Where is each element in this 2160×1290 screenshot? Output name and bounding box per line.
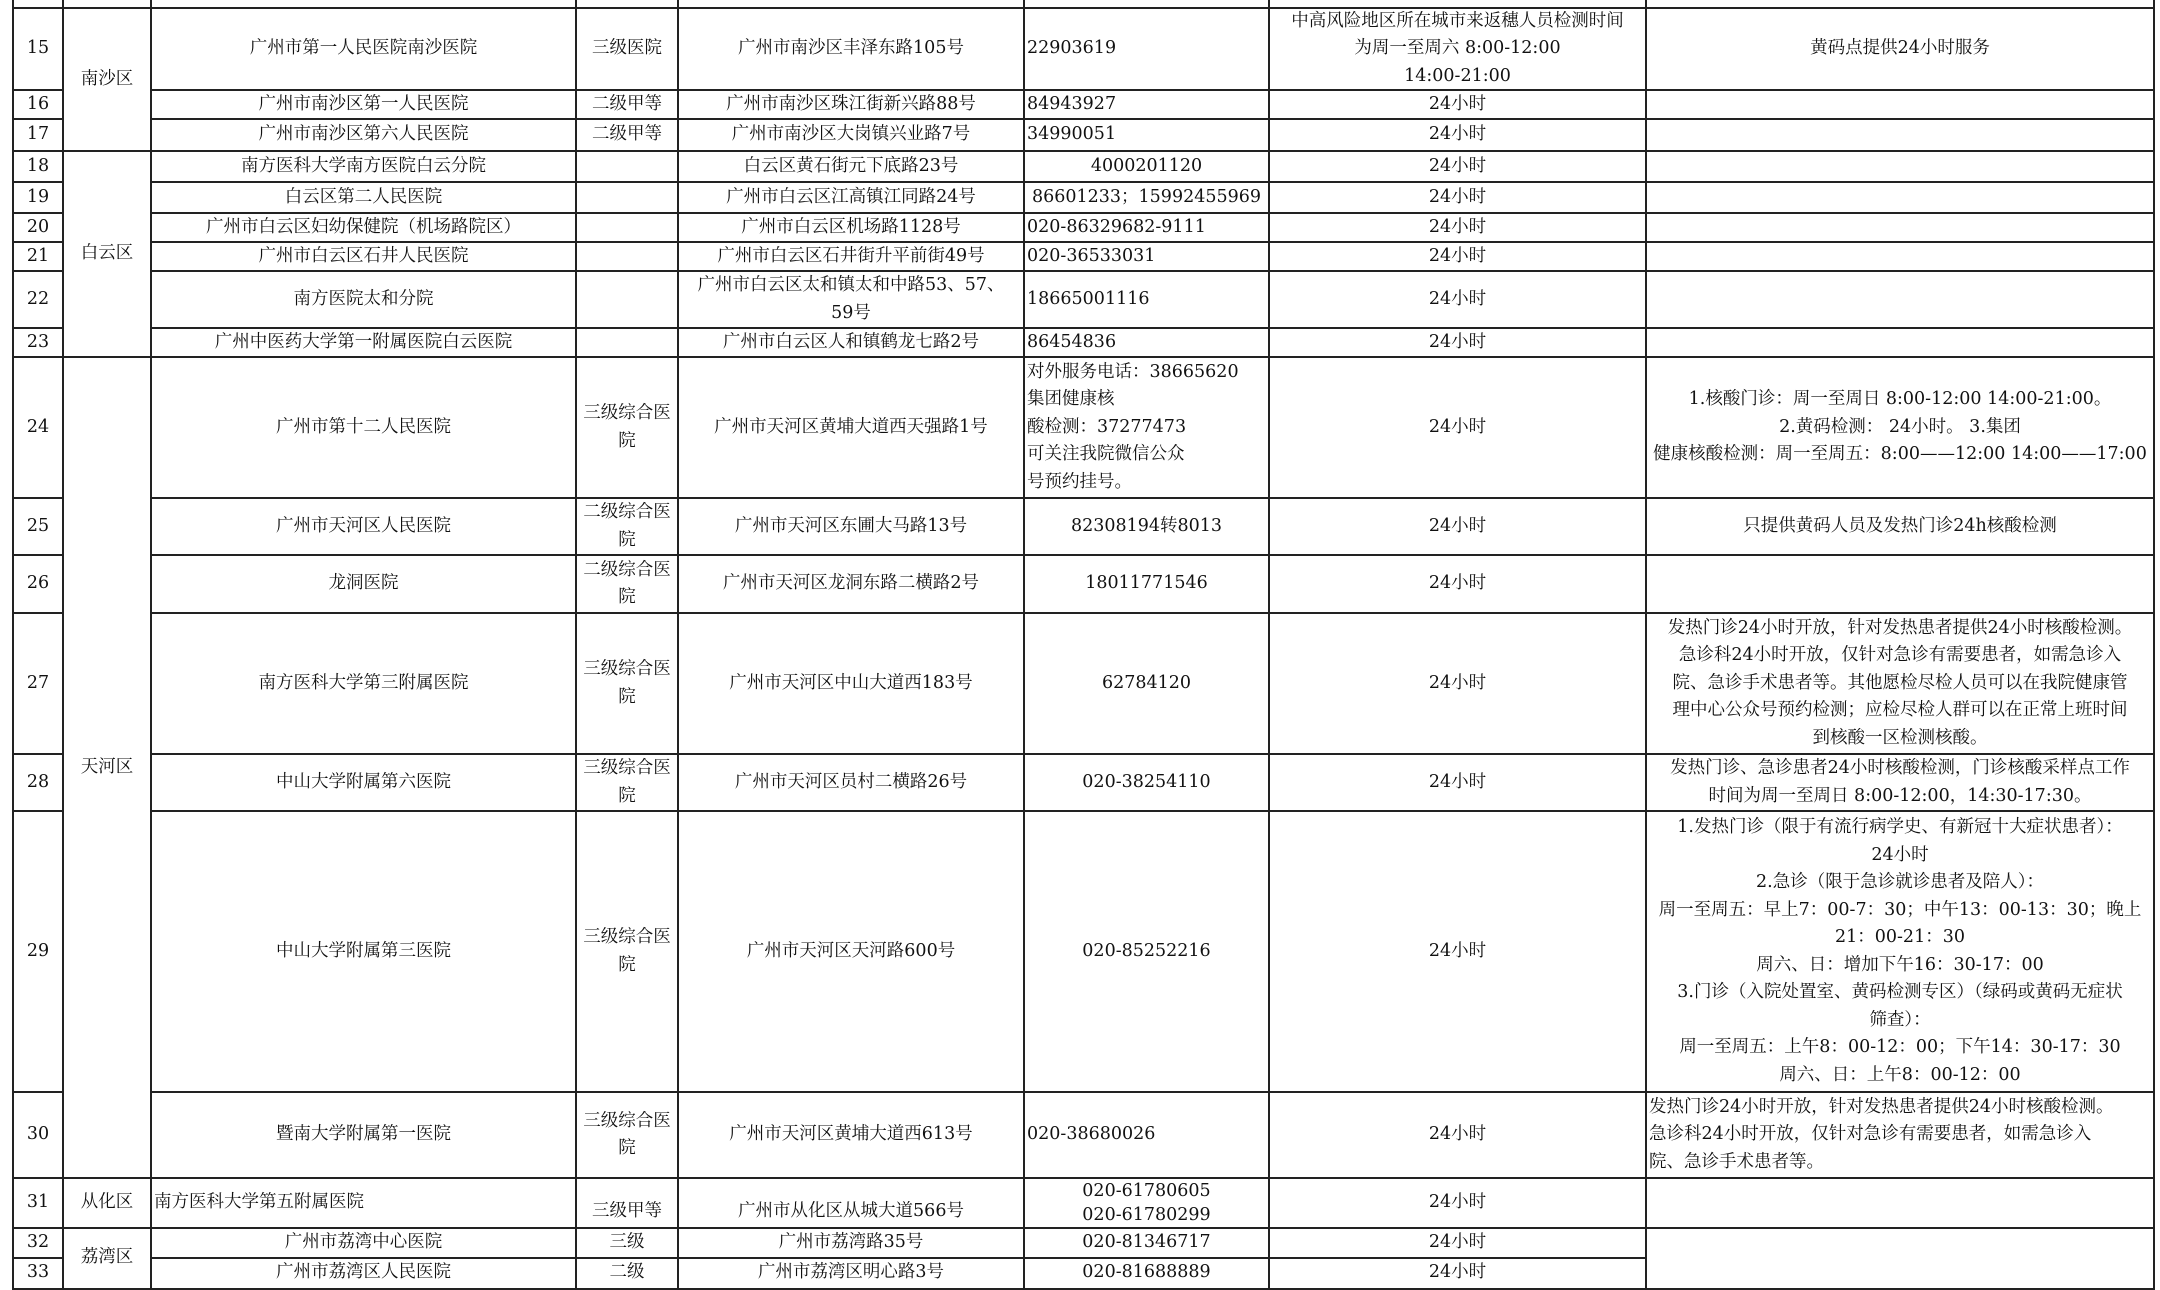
hospital-address: 广州市从化区从城大道566号 [738,1201,964,1222]
grid-line [12,810,64,812]
hospital-name: 广州市白云区妇幼保健院（机场路院区） [206,216,521,237]
hospital-address: 广州市天河区黄埔大道西天强路1号 [714,416,988,437]
grid-line [150,327,2155,329]
grid-line [1645,0,1647,1290]
notes-cell: 黄码点提供24小时服务 [1810,38,1990,59]
grid-line [150,810,2155,812]
row-number: 31 [26,1192,50,1213]
grid-line [12,150,2155,152]
grid-line [12,270,64,272]
grid-line [12,1257,64,1259]
testing-hours: 24小时 [1428,1262,1487,1283]
notes-cell [1646,1258,2154,1288]
row-number: 18 [26,155,50,176]
notes-cell [1646,555,2154,613]
hospital-level [576,213,678,242]
hospital-phone: 84943927 [1027,93,1117,114]
hospital-level: 三级综合医 院 [583,758,671,806]
notes-cell [1646,328,2154,357]
hospital-name: 南方医院太和分院 [293,288,434,309]
grid-line [150,241,2155,243]
testing-hours: 24小时 [1428,940,1487,961]
hospital-name: 广州市南沙区第六人民医院 [258,124,469,145]
hospital-phone: 020-61780605 020-61780299 [1082,1181,1211,1225]
grid-line [12,1177,2155,1179]
hospital-level: 三级综合医 院 [583,1110,671,1158]
notes-cell [1646,119,2154,151]
hospital-address: 广州市荔湾路35号 [778,1232,924,1253]
grid-line [150,89,2155,91]
hospital-address: 白云区黄石街元下底路23号 [743,155,959,176]
row-number: 27 [26,672,50,693]
row-number: 20 [26,216,50,237]
row-number: 33 [26,1262,50,1283]
hospital-level: 三级综合医 院 [583,659,671,707]
grid-line [12,1227,2155,1229]
grid-line [150,753,2155,755]
hospital-address: 广州市南沙区丰泽东路105号 [738,38,964,59]
hospital-phone: 020-81346717 [1082,1232,1211,1253]
grid-line [1268,0,1270,1290]
hospital-level: 二级 [609,1262,645,1283]
hospital-address: 广州市白云区太和镇太和中路53、57、 59号 [697,275,1005,323]
grid-line [12,118,64,120]
row-number: 22 [26,288,50,309]
hospital-phone: 020-85252216 [1082,940,1211,961]
notes-cell [1646,1228,2154,1258]
row-number: 21 [26,245,50,266]
hospital-phone: 86454836 [1027,331,1117,352]
hospital-address: 广州市天河区天河路600号 [746,940,956,961]
grid-line [2153,0,2155,1290]
grid-line [677,0,679,1290]
testing-hours: 24小时 [1428,216,1487,237]
notes-cell: 发热门诊24小时开放，针对发热患者提供24小时核酸检测。 急诊科24小时开放，仅针对急诊有需要患者，如需急诊入 院、急诊手术患者等。其他愿检尽检人员可以在我院健康管 理中心公众号预约检测；应检尽检人群可以在正常上班时间 到核酸一区检测核酸。 [1667,617,2133,748]
hospital-level [576,242,678,271]
testing-hours: 24小时 [1428,331,1487,352]
hospital-name: 龙洞医院 [328,573,399,594]
hospital-name: 广州市荔湾中心医院 [284,1232,443,1253]
grid-line [150,612,2155,614]
hospital-phone: 18011771546 [1085,573,1208,594]
notes-cell [1646,90,2154,119]
notes-cell [1646,151,2154,182]
row-number: 16 [26,93,50,114]
testing-hours: 24小时 [1428,186,1487,207]
hospital-level: 二级综合医 院 [583,502,671,550]
hospital-name: 白云区第二人民医院 [284,186,443,207]
hospital-name: 广州市天河区人民医院 [276,515,451,536]
district-cell: 南沙区 [80,68,134,89]
testing-hours: 24小时 [1428,245,1487,266]
grid-line [1023,0,1025,1290]
grid-line [150,118,2155,120]
hospital-name: 中山大学附属第六医院 [276,771,451,792]
hospital-name: 广州市白云区石井人民医院 [258,245,469,266]
row-number: 23 [26,331,50,352]
row-number: 24 [26,416,50,437]
hospital-name: 广州中医药大学第一附属医院白云医院 [214,331,513,352]
hospital-address: 广州市天河区员村二横路26号 [734,771,968,792]
hospital-address: 广州市白云区江高镇江同路24号 [726,186,976,207]
grid-line [150,1257,1647,1259]
hospital-level: 三级 [609,1232,645,1253]
district-cell: 从化区 [80,1192,134,1213]
hospital-address: 广州市白云区人和镇鹤龙七路2号 [722,331,980,352]
grid-line [62,0,64,1290]
hospital-level: 二级综合医 院 [583,559,671,607]
district-cell: 白云区 [80,243,134,264]
notes-cell [1646,182,2154,213]
hospital-name: 广州市南沙区第一人民医院 [258,93,469,114]
row-number: 32 [26,1232,50,1253]
grid-line [12,1091,64,1093]
hospital-level: 三级综合医 院 [583,403,671,451]
hospital-phone: 020-38680026 [1027,1124,1156,1145]
notes-cell [1646,1178,2154,1228]
hospital-address: 广州市白云区机场路1128号 [741,216,961,237]
grid-line [12,0,14,1290]
grid-line [12,356,2155,358]
row-number: 28 [26,771,50,792]
hospital-name: 南方医科大学第三附属医院 [258,672,469,693]
row-number: 25 [26,515,50,536]
hospital-phone: 020-81688889 [1082,1262,1211,1283]
hospital-name: 广州市第一人民医院南沙医院 [249,38,478,59]
district-cell: 荔湾区 [80,1247,134,1268]
notes-cell [1646,242,2154,271]
row-number: 26 [26,573,50,594]
grid-line [150,0,152,1290]
row-number: 17 [26,124,50,145]
hospital-level: 三级甲等 [592,1201,662,1222]
hospital-level: 二级甲等 [592,93,662,114]
notes-cell: 发热门诊、急诊患者24小时核酸检测，门诊核酸采样点工作 时间为周一至周日 8:00-12:00，14:30-17:30。 [1670,758,2130,806]
hospital-name: 南方医科大学南方医院白云分院 [241,155,486,176]
grid-line [150,497,2155,499]
testing-hours: 中高风险地区所在城市来返穗人员检测时间 为周一至周六 8:00-12:00 14:00-21:00 [1291,10,1624,86]
grid-line [150,212,2155,214]
hospital-address: 广州市白云区石井街升平前街49号 [717,245,985,266]
hospital-name: 中山大学附属第三医院 [276,940,451,961]
testing-hours: 24小时 [1428,1232,1487,1253]
hospital-phone: 18665001116 [1027,288,1150,309]
district-cell: 天河区 [80,756,134,777]
hospital-name: 广州市荔湾区人民医院 [276,1262,451,1283]
grid-line [12,89,64,91]
notes-cell [1646,271,2154,328]
hospital-level [576,182,678,213]
hospital-phone: 4000201120 [1090,155,1203,176]
hospital-phone: 对外服务电话：38665620 集团健康核 酸检测：37277473 可关注我院微信公众 号预约挂号。 [1027,361,1239,492]
hospital-address: 广州市天河区东圃大马路13号 [734,515,968,536]
row-number: 15 [26,38,50,59]
grid-line [150,554,2155,556]
testing-hours: 24小时 [1428,573,1487,594]
hospital-phone: 020-38254110 [1082,771,1211,792]
hospital-phone: 020-86329682-9111 [1027,216,1206,237]
hospital-phone: 34990051 [1027,124,1117,145]
hospital-address: 广州市荔湾区明心路3号 [757,1262,945,1283]
notes-cell: 只提供黄码人员及发热门诊24h核酸检测 [1743,515,2057,536]
hospital-address: 广州市天河区龙洞东路二横路2号 [722,573,980,594]
testing-hours: 24小时 [1428,155,1487,176]
grid-line [12,181,64,183]
hospital-phone: 82308194转8013 [1070,515,1223,536]
row-number: 30 [26,1124,50,1145]
grid-line [575,0,577,1290]
testing-hours: 24小时 [1428,1124,1487,1145]
testing-hours: 24小时 [1428,1192,1487,1213]
hospital-name: 暨南大学附属第一医院 [276,1124,451,1145]
grid-line [12,612,64,614]
grid-line [150,270,2155,272]
notes-cell: 1.发热门诊（限于有流行病学史、有新冠十大症状患者）： 24小时 2.急诊（限于急诊就诊患者及陪人）： 周一至周五：早上7：00-7：30；中午13：00-13：30；晚上 21：00-21：30 周六、日：增加下午16：30-17：00 3.门诊（入院处置室、黄码检测专区）（绿码或黄码无症状 筛查）： 周一至周五：上午8：00-12：00；下午14：30-17：30 周六、日：上午8：00-12：00 [1658,817,2142,1085]
hospital-phone: 020-36533031 [1027,245,1156,266]
hospital-address: 广州市天河区黄埔大道西613号 [729,1124,973,1145]
hospital-level: 三级医院 [592,38,662,59]
hospital-level: 二级甲等 [592,124,662,145]
grid-line [12,497,64,499]
hospital-phone: 86601233；15992455969 [1031,186,1262,207]
notes-cell: 1.核酸门诊：周一至周日 8:00-12:00 14:00-21:00。 2.黄码检测： 24小时。 3.集团 健康核酸检测：周一至周五：8:00——12:00 14:00——17:00 [1653,389,2147,465]
hospital-name: 南方医科大学第五附属医院 [154,1192,364,1213]
row-number: 19 [26,186,50,207]
hospital-phone: 62784120 [1101,672,1192,693]
hospital-level: 三级综合医 院 [583,927,671,975]
testing-hours: 24小时 [1428,288,1487,309]
grid-line [12,212,64,214]
hospital-name: 广州市第十二人民医院 [276,416,451,437]
notes-cell: 发热门诊24小时开放，针对发热患者提供24小时核酸检测。 急诊科24小时开放，仅针对急诊有需要患者，如需急诊入 院、急诊手术患者等。 [1649,1096,2114,1172]
grid-line [12,327,64,329]
grid-line [12,753,64,755]
grid-line [150,1091,2155,1093]
testing-hours: 24小时 [1428,93,1487,114]
testing-hours: 24小时 [1428,416,1487,437]
grid-line [150,181,2155,183]
grid-line [12,241,64,243]
hospital-address: 广州市南沙区大岗镇兴业路7号 [731,124,971,145]
grid-line [12,7,2155,9]
hospital-level [576,271,678,328]
hospital-level [576,328,678,357]
testing-hours: 24小时 [1428,515,1487,536]
notes-cell [1646,213,2154,242]
hospital-address: 广州市天河区中山大道西183号 [729,672,973,693]
hospital-level [576,151,678,182]
testing-hours: 24小时 [1428,124,1487,145]
testing-hours: 24小时 [1428,672,1487,693]
row-number: 29 [26,940,50,961]
hospital-phone: 22903619 [1027,38,1117,59]
grid-line [12,554,64,556]
testing-hours: 24小时 [1428,771,1487,792]
hospital-address: 广州市南沙区珠江街新兴路88号 [726,93,976,114]
